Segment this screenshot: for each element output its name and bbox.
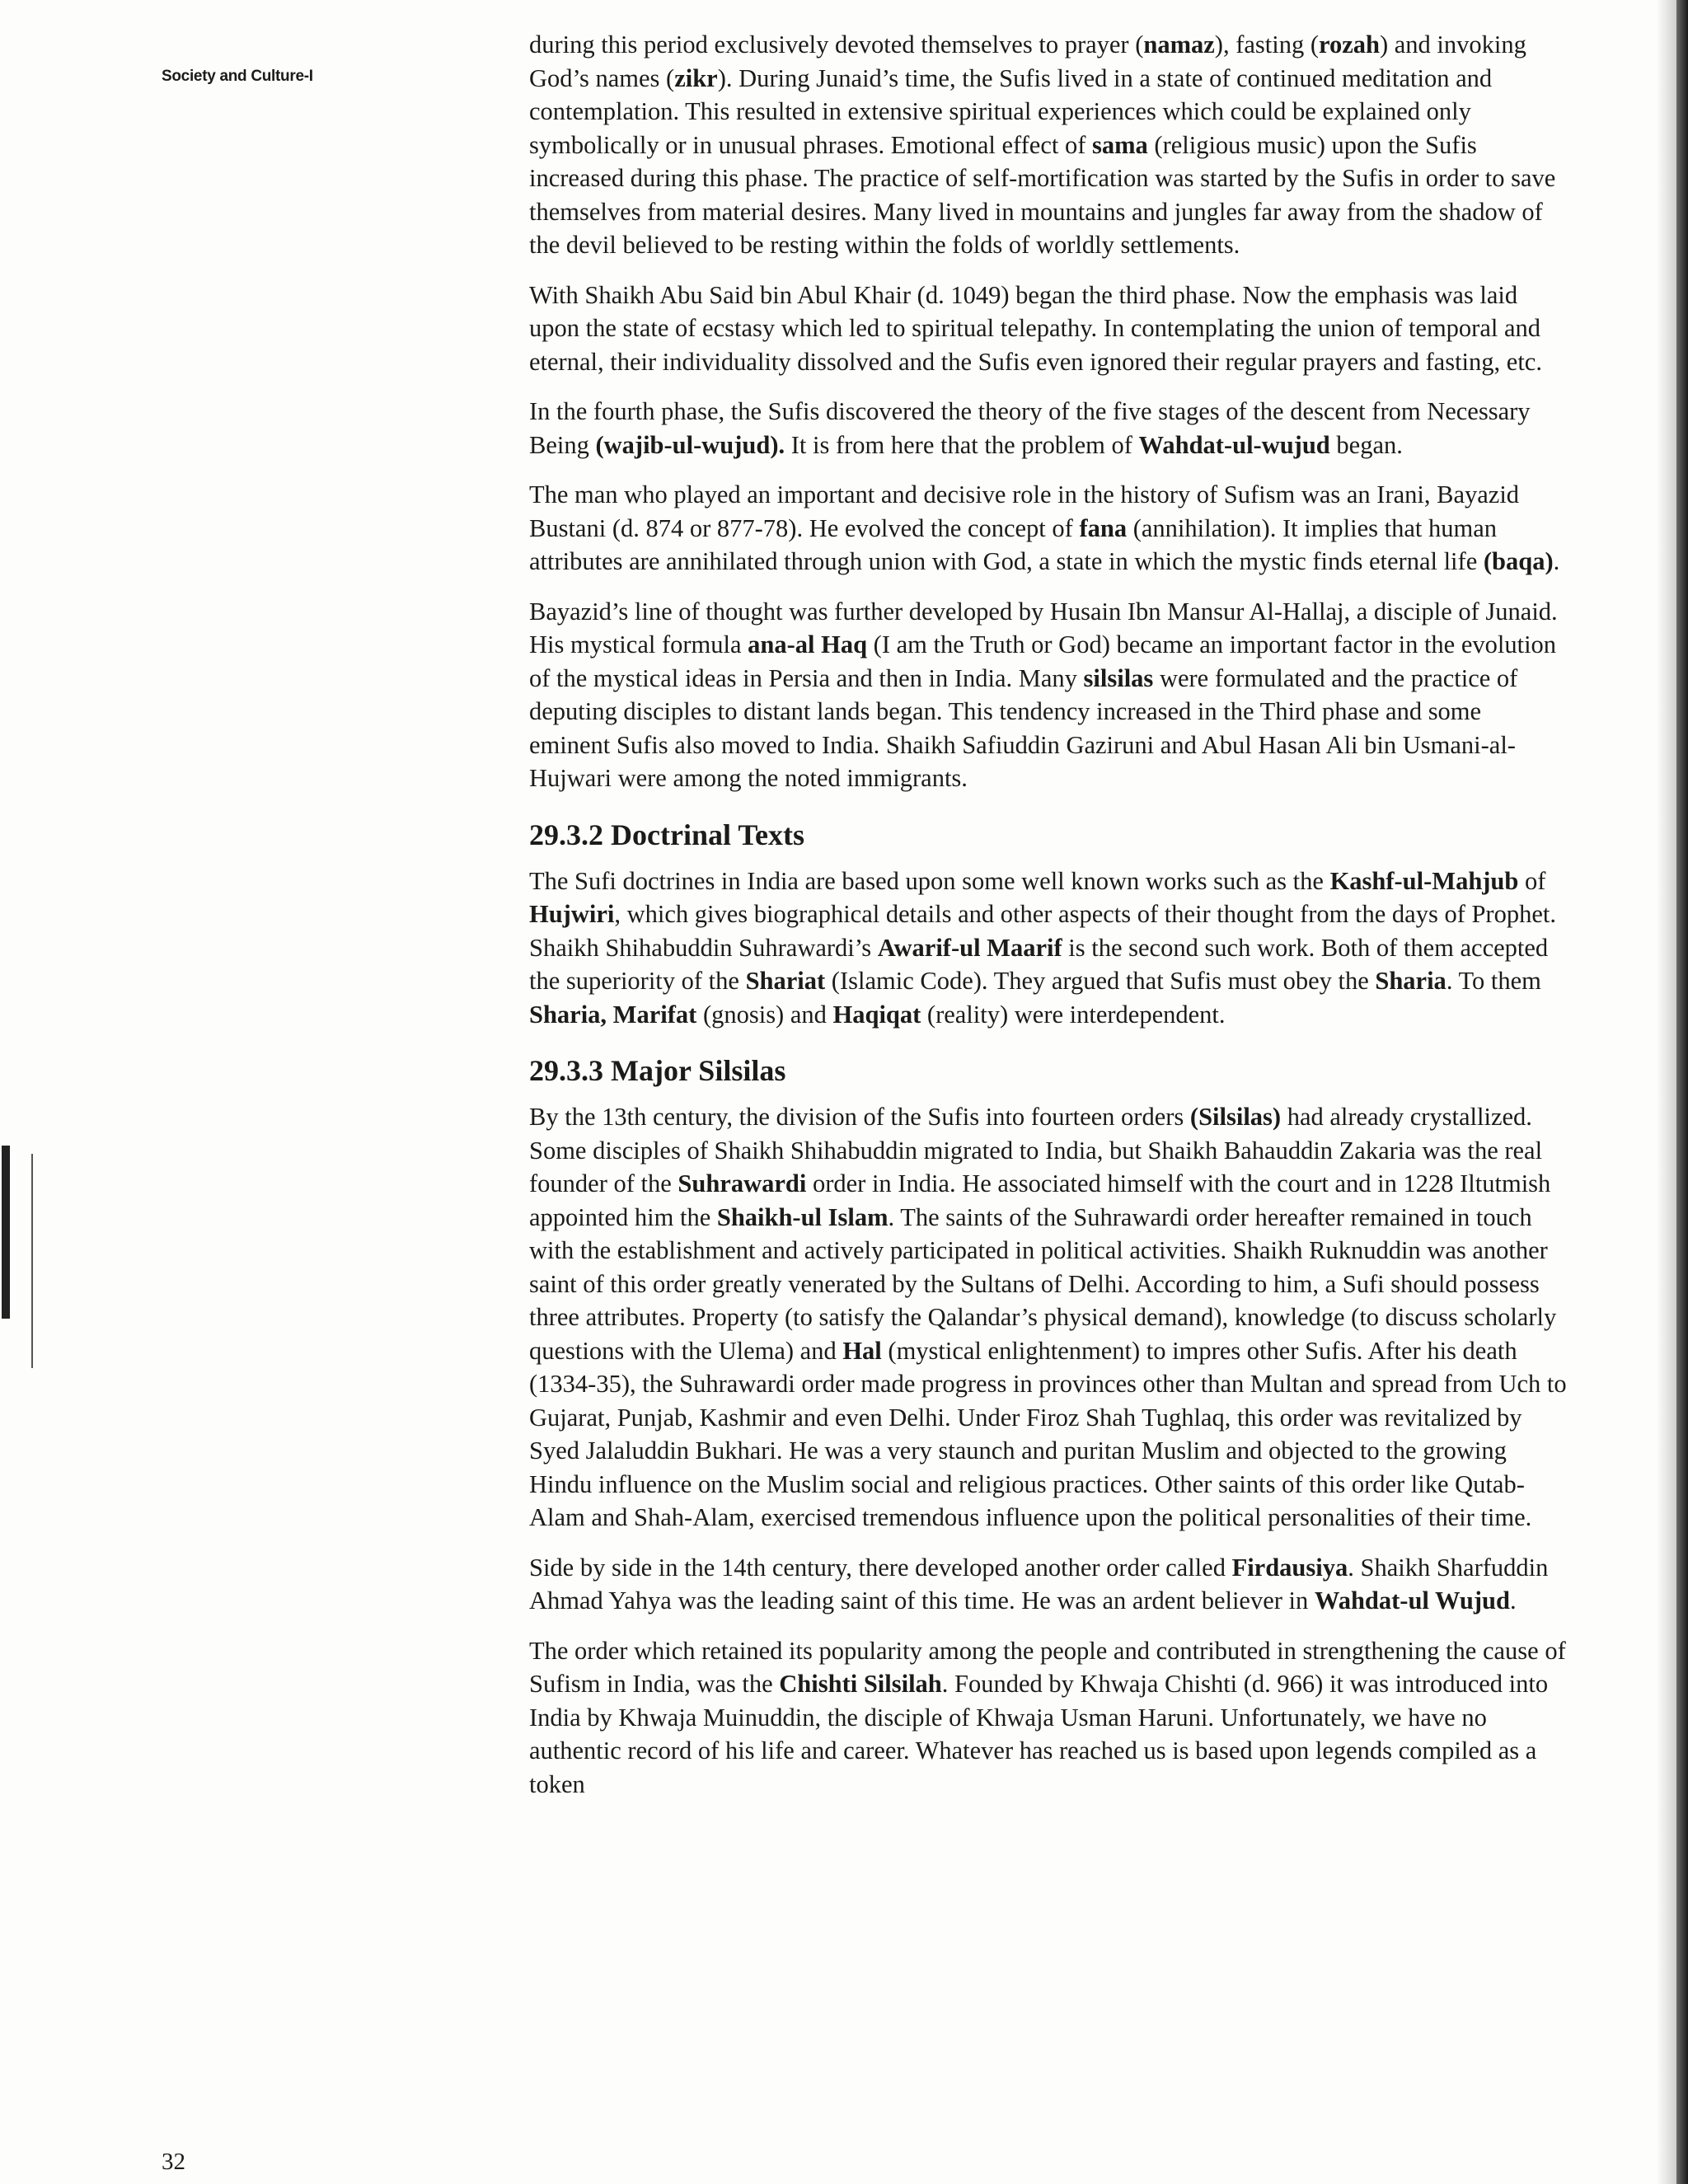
bold-term: zikr — [674, 63, 718, 92]
text-run: . — [1509, 1586, 1517, 1615]
paragraph — [529, 395, 1568, 462]
text-run: The order which retained its popularity among the people and contributed in strengthening the cause of Sufism in India, was the — [529, 1636, 1566, 1698]
text-run: . The saints of the Suhrawardi order hereafter remained in touch with the establishment and actively participated in political activities. Shaikh Ruknuddin was another saint of this order greatly venerated by the Sultans of Delhi. According to him, a Sufi should possess three attributes. Property (to satisfy the Qalandar’s physical demand), knowledge (to discuss scholarly questions with the Ulema) and — [529, 1202, 1557, 1365]
text-run: (gnosis) and — [696, 1000, 833, 1029]
paragraph — [529, 1551, 1568, 1618]
paragraph — [529, 478, 1568, 579]
text-run: By the 13th century, the division of the Sufis into fourteen orders — [529, 1103, 1190, 1131]
paragraph — [529, 595, 1568, 795]
bold-term: Sharia, Marifat — [529, 1000, 697, 1029]
text-run: . Shaikh Sharfuddin Ahmad Yahya was the leading saint of this time. He was an ardent believer in — [529, 1553, 1549, 1615]
bold-term: Shariat — [745, 967, 826, 995]
text-run: . — [1553, 547, 1560, 575]
text-run: ). During Junaid’s time, the Sufis lived in a state of continued meditation and contemplation. This resulted in extensive spiritual experiences which could be explained only symbolically or in unusual phrases. Emotional effect of — [529, 63, 1493, 159]
text-run: In the fourth phase, the Sufis discovered the theory of the five stages of the descent from Necessary Being — [529, 397, 1531, 459]
paragraph — [529, 1100, 1568, 1535]
text-run: (mystical enlightenment) to impres other Sufis. After his death (1334-35), the Suhrawardi order made progress in provinces other than Multan and spread from Uch to Gujarat, Punjab, Kashmir and even Delhi. Under Firoz Shah Tughlaq, this order was revitalized by Syed Jalaluddin Bukhari. He was a very staunch and puritan Muslim and objected to the growing Hindu influence on the Muslim social and religious practices. Other saints of this order like Qutab-Alam and Shah-Alam, exercised tremendous influence upon the political personalities of their time. — [529, 1336, 1567, 1531]
bold-term: (wajib-ul-wujud). — [595, 430, 785, 459]
bold-term: fana — [1079, 513, 1128, 542]
text-run: . To them — [1446, 967, 1541, 995]
paragraph — [529, 1634, 1568, 1802]
section-heading: 29.3.2 Doctrinal Texts — [529, 818, 805, 851]
text-run: , which gives biographical details and other aspects of their thought from the days of Prophet. Shaikh Shihabuddin Suhrawardi’s — [529, 900, 1556, 962]
bold-term: sama — [1092, 130, 1148, 159]
text-run: ) and invoking God’s names ( — [529, 30, 1526, 92]
text-run: (reality) were interdependent. — [921, 1000, 1226, 1029]
page-body — [529, 28, 1568, 1817]
page-number: 32 — [162, 2149, 185, 2175]
bold-term: (Silsilas) — [1189, 1103, 1282, 1131]
text-run: during this period exclusively devoted themselves to prayer ( — [529, 30, 1144, 59]
text-run: It is from here that the problem of — [785, 430, 1139, 459]
scan-binding-edge — [1676, 0, 1688, 2184]
bold-term: Hal — [842, 1336, 882, 1365]
text-run: is the second such work. Both of them accepted the superiority of the — [529, 933, 1549, 995]
paragraph — [529, 865, 1568, 1032]
paragraph — [529, 28, 1568, 262]
bold-term: (baqa) — [1483, 547, 1554, 575]
bold-term: Haqiqat — [832, 1000, 921, 1029]
text-run: of — [1518, 866, 1546, 895]
bold-term: namaz — [1143, 30, 1215, 59]
text-run: . Founded by Khwaja Chishti (d. 966) it was introduced into India by Khwaja Muinuddin, the disciple of Khwaja Usman Haruni. Unfortunately, we have no authentic record of his life and career. Whatever has reached us is based upon legends compiled as a token — [529, 1670, 1549, 1798]
bold-term: silsilas — [1083, 663, 1154, 692]
bold-term: Chishti Silsilah — [779, 1670, 942, 1698]
text-run: (religious music) upon the Sufis increased during this phase. The practice of self-mortification was started by the Sufis in order to save themselves from material desires. Many lived in mountains and jungles far away from the shadow of the devil believed to be resting within the folds of worldly settlements. — [529, 130, 1556, 259]
text-run: (I am the Truth or God) became an important factor in the evolution of the mystical ideas in Persia and then in India. Many — [529, 630, 1557, 692]
text-run: With Shaikh Abu Said bin Abul Khair (d. 1049) began the third phase. Now the emphasis was laid upon the state of ecstasy which led to spiritual telepathy. In contemplating the union of temporal and eternal, their individuality dissolved and the Sufis even ignored their regular prayers and fasting, etc. — [529, 280, 1542, 376]
bold-term: Hujwiri — [529, 900, 615, 928]
text-run: were formulated and the practice of deputing disciples to distant lands began. This tendency increased in the Third phase and some eminent Sufis also moved to India. Shaikh Safiuddin Gaziruni and Abul Hasan Ali bin Usmani-al-Hujwari were among the noted immigrants. — [529, 663, 1518, 792]
text-run: The Sufi doctrines in India are based upon some well known works such as the — [529, 866, 1330, 895]
running-head: Society and Culture-I — [162, 68, 313, 85]
bold-term: Firdausiya — [1231, 1553, 1348, 1582]
section-heading: 29.3.3 Major Silsilas — [529, 1054, 786, 1087]
text-run: began. — [1329, 430, 1403, 459]
text-run: had already crystallized. Some disciples of Shaikh Shihabuddin migrated to India, but Shaikh Bahauddin Zakaria was the real founder of the — [529, 1103, 1543, 1197]
bold-term: Sharia — [1375, 967, 1447, 995]
text-run: Bayazid’s line of thought was further developed by Husain Ibn Mansur Al-Hallaj, a disciple of Junaid. His mystical formula — [529, 597, 1558, 658]
bold-term: Wahdat-ul Wujud — [1314, 1586, 1510, 1615]
paragraph — [529, 279, 1568, 379]
text-run: Side by side in the 14th century, there developed another order called — [529, 1553, 1232, 1582]
text-run: (annihilation). It implies that human attributes are annihilated through union with God, a state in which the mystic finds eternal life — [529, 513, 1498, 575]
text-run: order in India. He associated himself with the court and in 1228 Iltutmish appointed him the — [529, 1169, 1551, 1231]
bold-term: Awarif-ul Maarif — [877, 933, 1062, 962]
bold-term: Kashf-ul-Mahjub — [1329, 866, 1519, 895]
scan-margin-mark — [2, 1146, 10, 1319]
bold-term: Wahdat-ul-wujud — [1138, 430, 1330, 459]
text-run: (Islamic Code). They argued that Sufis must obey the — [825, 967, 1376, 995]
bold-term: rozah — [1318, 30, 1380, 59]
text-run: The man who played an important and decisive role in the history of Sufism was an Irani, Bayazid Bustani (d. 874 or 877-78). He evolved the concept of — [529, 480, 1520, 542]
bold-term: ana-al Haq — [748, 630, 868, 658]
bold-term: Shaikh-ul Islam — [716, 1202, 889, 1231]
bold-term: Suhrawardi — [678, 1169, 807, 1197]
scan-margin-line — [31, 1154, 33, 1368]
scan-binding-shadow — [1657, 0, 1676, 2184]
text-run: ), fasting ( — [1214, 30, 1319, 59]
